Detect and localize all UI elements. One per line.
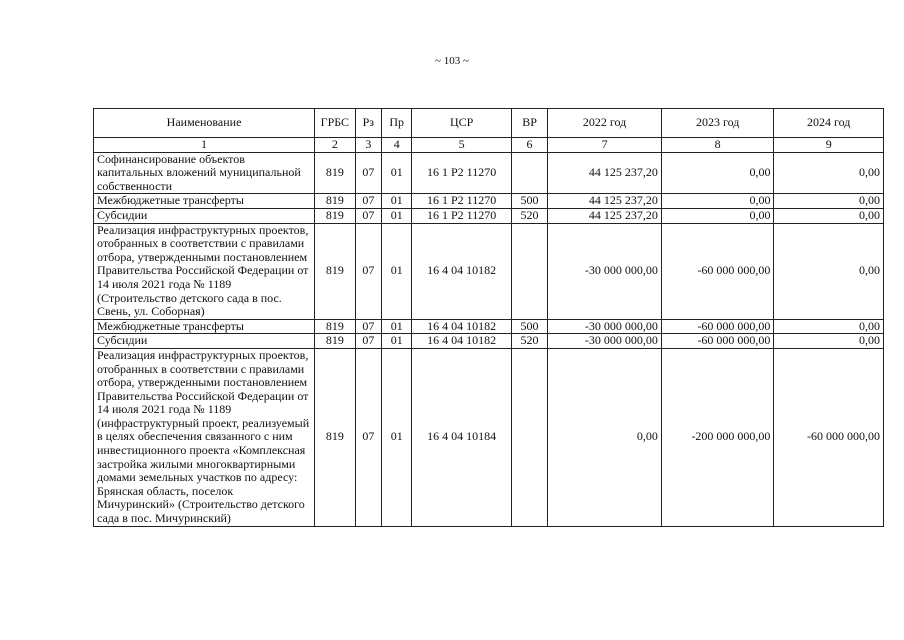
row-csr: 16 1 P2 11270 [412,152,511,194]
table-row [94,334,884,349]
table-row [94,348,884,526]
row-grbs: 819 [315,334,356,349]
row-name: Субсидии [94,334,315,349]
row-grbs: 819 [315,348,356,526]
column-number: 6 [511,138,548,153]
row-grbs: 819 [315,152,356,194]
header-2024: 2024 год [774,109,884,138]
header-rz: Рз [355,109,381,138]
row-grbs: 819 [315,208,356,223]
table-row [94,223,884,319]
row-2024: 0,00 [774,334,884,349]
row-rz: 07 [355,334,381,349]
row-2023: -200 000 000,00 [661,348,774,526]
table-row [94,208,884,223]
column-number: 5 [412,138,511,153]
row-2024: 0,00 [774,152,884,194]
row-2022: 44 125 237,20 [548,194,662,209]
row-2023: 0,00 [661,152,774,194]
row-2022: -30 000 000,00 [548,319,662,334]
header-2022: 2022 год [548,109,662,138]
table-header-row [94,109,884,138]
row-csr: 16 4 04 10182 [412,334,511,349]
header-csr: ЦСР [412,109,511,138]
row-name: Реализация инфраструктурных проектов, отобранных в соответствии с правилами отбора, утвержденными постановлением Правительства Российской Федерации от 14 июля 2021 года № 1189 (Строительство детского сада в пос. Свень, ул. Соборная) [94,223,315,319]
row-2024: 0,00 [774,319,884,334]
row-vr [511,152,548,194]
row-name: Софинансирование объектов капитальных вложений муниципальной собственности [94,152,315,194]
page-number: ~ 103 ~ [435,55,469,67]
column-number: 9 [774,138,884,153]
row-2024: 0,00 [774,194,884,209]
row-rz: 07 [355,152,381,194]
table-row [94,194,884,209]
row-csr: 16 4 04 10184 [412,348,511,526]
row-rz: 07 [355,319,381,334]
row-pr: 01 [382,223,412,319]
row-rz: 07 [355,208,381,223]
row-pr: 01 [382,152,412,194]
row-vr: 520 [511,208,548,223]
row-vr [511,223,548,319]
row-grbs: 819 [315,319,356,334]
row-csr: 16 4 04 10182 [412,223,511,319]
row-2022: -30 000 000,00 [548,223,662,319]
row-name: Субсидии [94,208,315,223]
column-number: 4 [382,138,412,153]
column-number: 7 [548,138,662,153]
row-grbs: 819 [315,194,356,209]
row-2022: -30 000 000,00 [548,334,662,349]
table-row [94,319,884,334]
column-number-row [94,138,884,153]
budget-table [93,108,884,527]
header-grbs: ГРБС [315,109,356,138]
row-2023: -60 000 000,00 [661,334,774,349]
row-2023: 0,00 [661,208,774,223]
row-vr: 500 [511,194,548,209]
row-2024: 0,00 [774,208,884,223]
header-pr: Пр [382,109,412,138]
row-csr: 16 4 04 10182 [412,319,511,334]
row-vr: 520 [511,334,548,349]
row-2023: -60 000 000,00 [661,223,774,319]
row-2024: 0,00 [774,223,884,319]
row-rz: 07 [355,194,381,209]
row-name: Реализация инфраструктурных проектов, отобранных в соответствии с правилами отбора, утвержденными постановлением Правительства Российской Федерации от 14 июля 2021 года № 1189 (инфраструктурный проект, реализуемый в целях обеспечения связанного с ним инвестиционного проекта «Комплексная застройка жилыми многоквартирными домами земельных участков по адресу: Брянская область, поселок Мичуринский» (Строительство детского сада в пос. Мичуринский) [94,348,315,526]
column-number: 2 [315,138,356,153]
row-vr: 500 [511,319,548,334]
row-name: Межбюджетные трансферты [94,194,315,209]
row-name: Межбюджетные трансферты [94,319,315,334]
table-row [94,152,884,194]
row-grbs: 819 [315,223,356,319]
row-csr: 16 1 P2 11270 [412,194,511,209]
row-vr [511,348,548,526]
row-2023: -60 000 000,00 [661,319,774,334]
row-2024: -60 000 000,00 [774,348,884,526]
column-number: 8 [661,138,774,153]
header-name: Наименование [94,109,315,138]
header-vr: ВР [511,109,548,138]
row-2023: 0,00 [661,194,774,209]
row-pr: 01 [382,319,412,334]
header-2023: 2023 год [661,109,774,138]
row-2022: 0,00 [548,348,662,526]
row-pr: 01 [382,334,412,349]
row-rz: 07 [355,348,381,526]
column-number: 1 [94,138,315,153]
row-2022: 44 125 237,20 [548,152,662,194]
column-number: 3 [355,138,381,153]
row-pr: 01 [382,348,412,526]
row-rz: 07 [355,223,381,319]
row-pr: 01 [382,208,412,223]
row-csr: 16 1 P2 11270 [412,208,511,223]
row-pr: 01 [382,194,412,209]
row-2022: 44 125 237,20 [548,208,662,223]
